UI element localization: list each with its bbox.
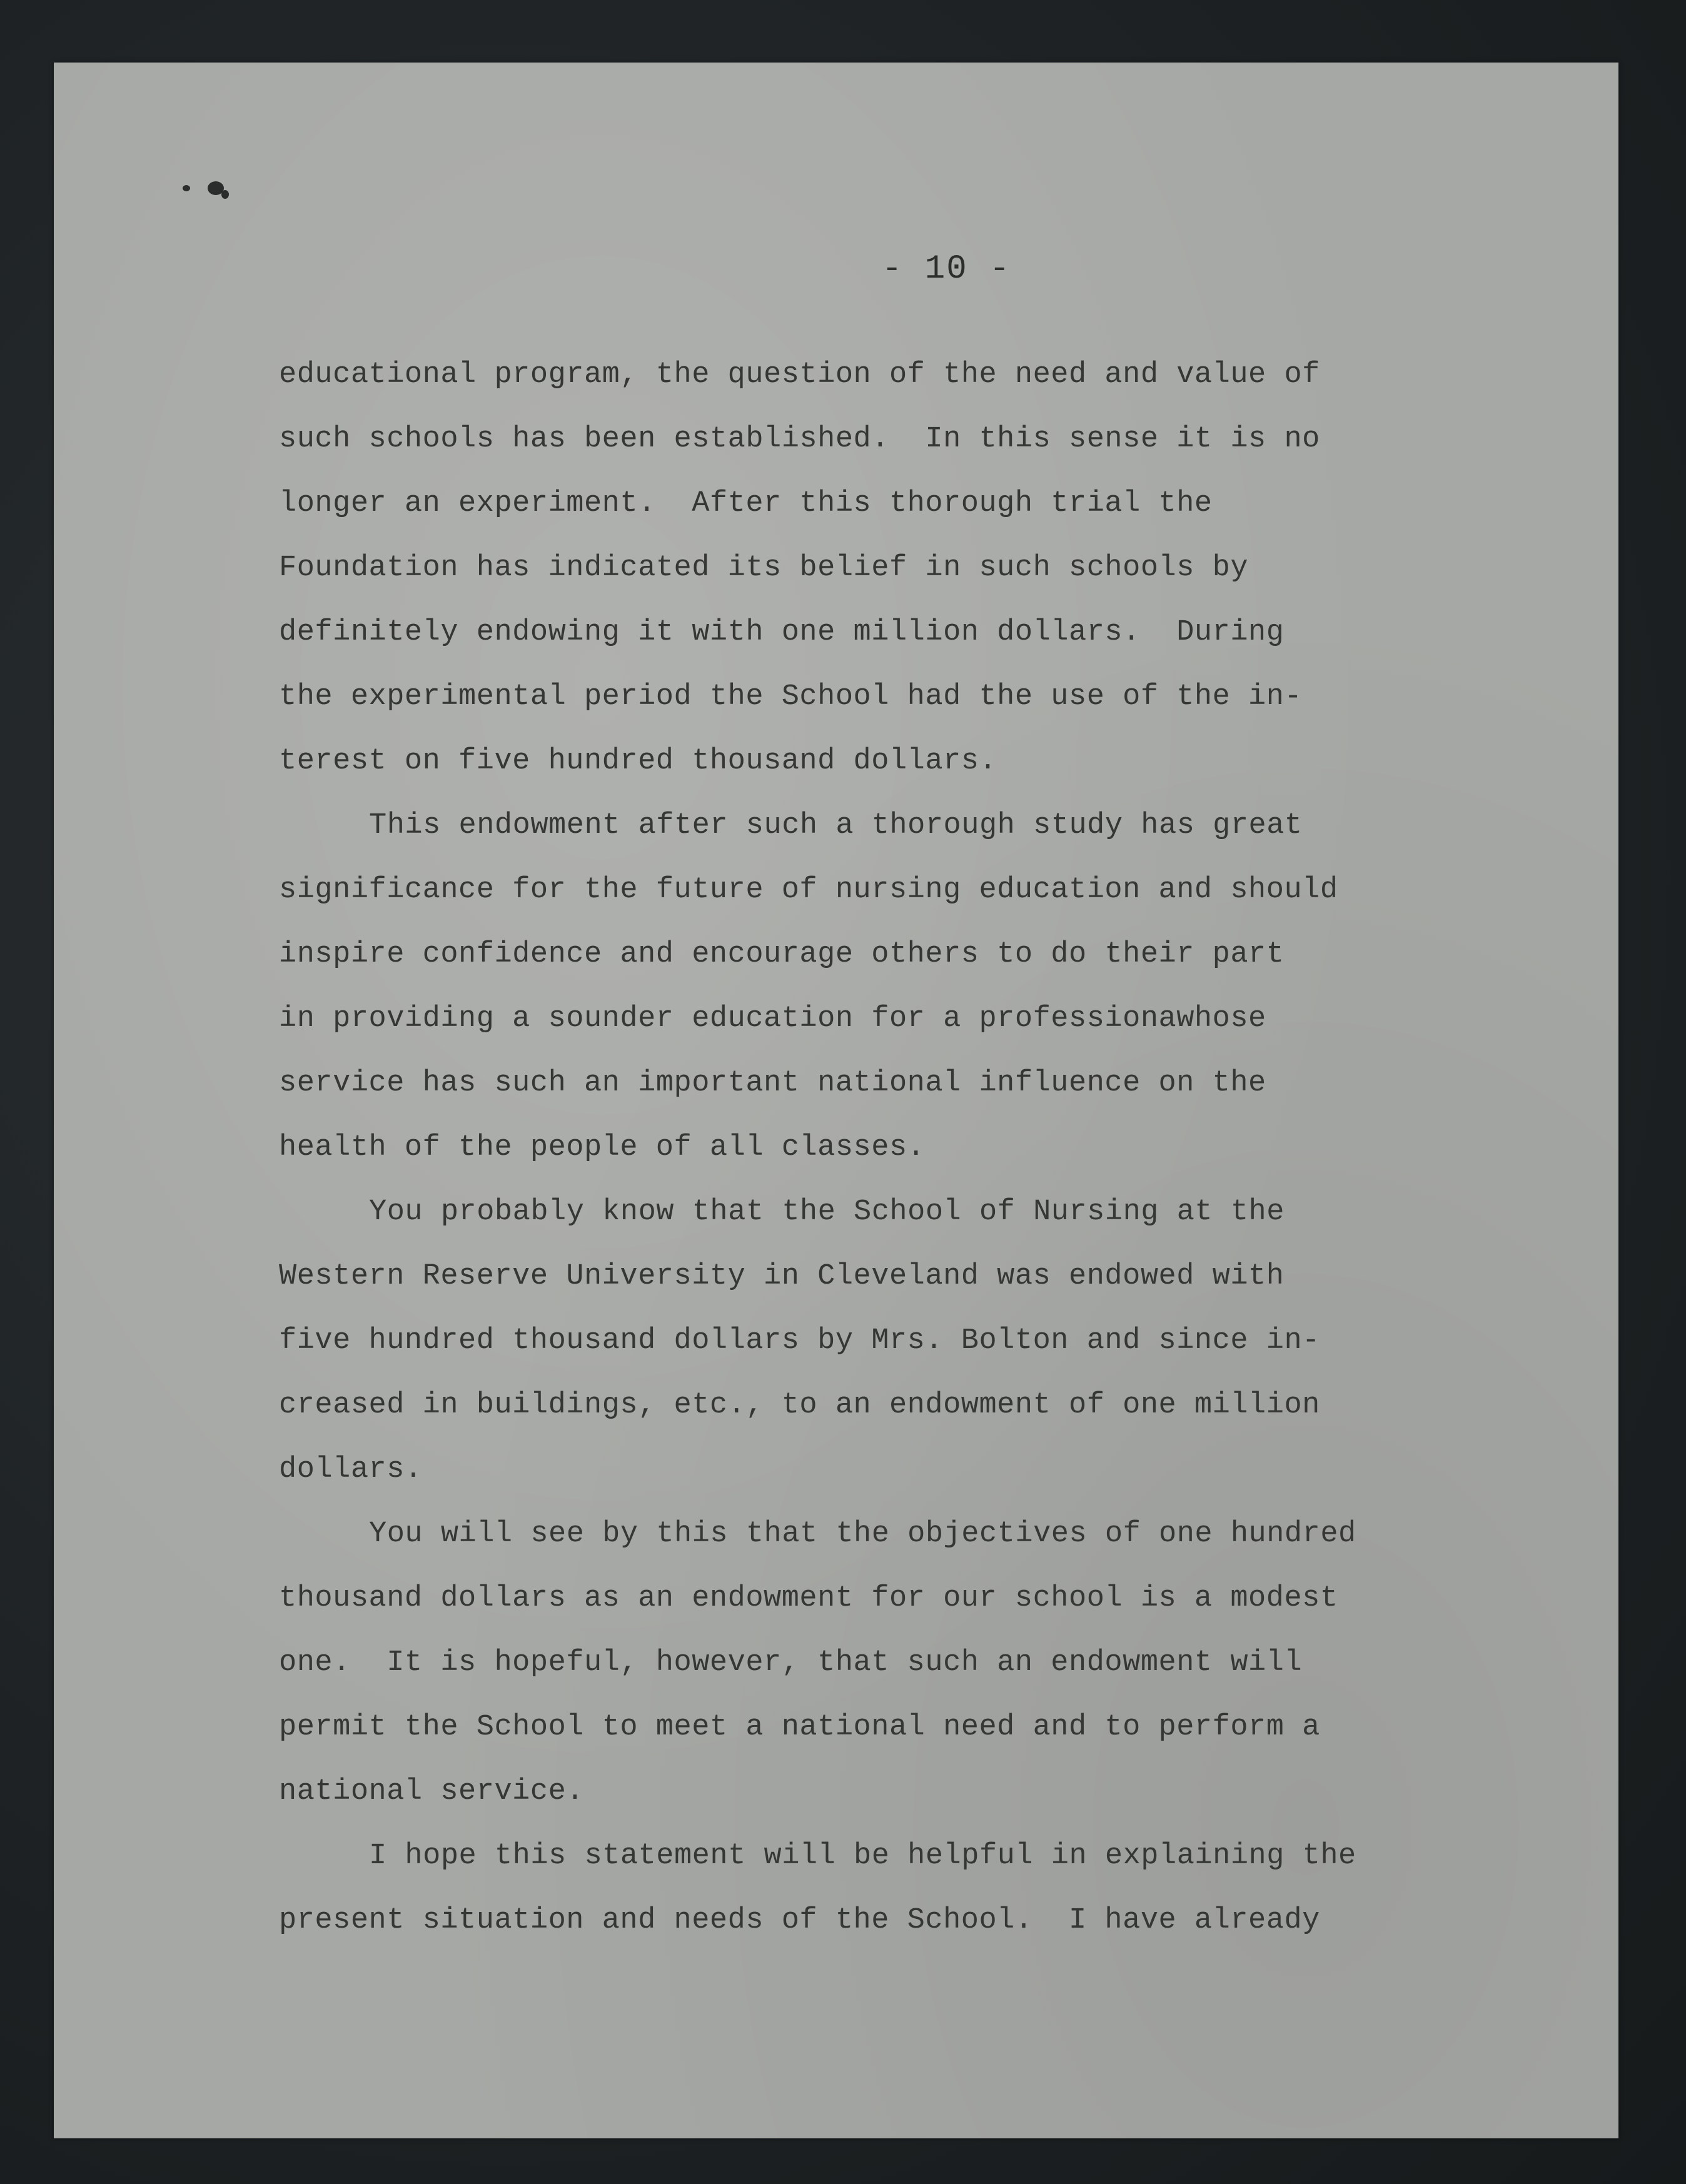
text-line: I hope this statement will be helpful in explaining the <box>369 1839 1356 1873</box>
text-line: You probably know that the School of Nursing at the <box>369 1195 1285 1229</box>
text-line: dollars. <box>279 1453 423 1486</box>
text-line: longer an experiment. After this thorough trial the <box>279 487 1213 520</box>
text-line: one. It is hopeful, however, that such an endowment will <box>279 1646 1303 1679</box>
text-line: such schools has been established. In this sense it is no <box>279 423 1320 456</box>
text-line: educational program, the question of the need and value of <box>279 358 1320 391</box>
text-line: You will see by this that the objectives of one hundred <box>369 1517 1356 1551</box>
ink-speck <box>183 185 190 191</box>
ink-speck <box>221 190 229 199</box>
text-line: creased in buildings, etc., to an endowment of one million <box>279 1389 1320 1422</box>
page-number: - 10 - <box>882 250 1011 288</box>
text-line: thousand dollars as an endowment for our school is a modest <box>279 1582 1338 1615</box>
text-line: terest on five hundred thousand dollars. <box>279 745 997 778</box>
text-line: service has such an important national influence on the <box>279 1067 1266 1100</box>
text-line: health of the people of all classes. <box>279 1131 926 1164</box>
text-line: Foundation has indicated its belief in such schools by <box>279 551 1249 585</box>
text-line: permit the School to meet a national need and to perform a <box>279 1711 1320 1744</box>
text-line: Western Reserve University in Cleveland was endowed with <box>279 1260 1285 1293</box>
text-line: definitely endowing it with one million dollars. During <box>279 616 1285 649</box>
text-line: five hundred thousand dollars by Mrs. Bolton and since in- <box>279 1324 1320 1357</box>
text-line: present situation and needs of the School. I have already <box>279 1904 1320 1937</box>
text-line: the experimental period the School had the use of the in- <box>279 680 1303 713</box>
text-line: national service. <box>279 1775 584 1808</box>
text-line: inspire confidence and encourage others to do their part <box>279 938 1285 971</box>
text-line: in providing a sounder education for a professionawhose <box>279 1002 1266 1035</box>
body-text <box>279 343 1480 1953</box>
text-line: significance for the future of nursing education and should <box>279 873 1338 907</box>
text-line: This endowment after such a thorough study has great <box>369 809 1303 842</box>
